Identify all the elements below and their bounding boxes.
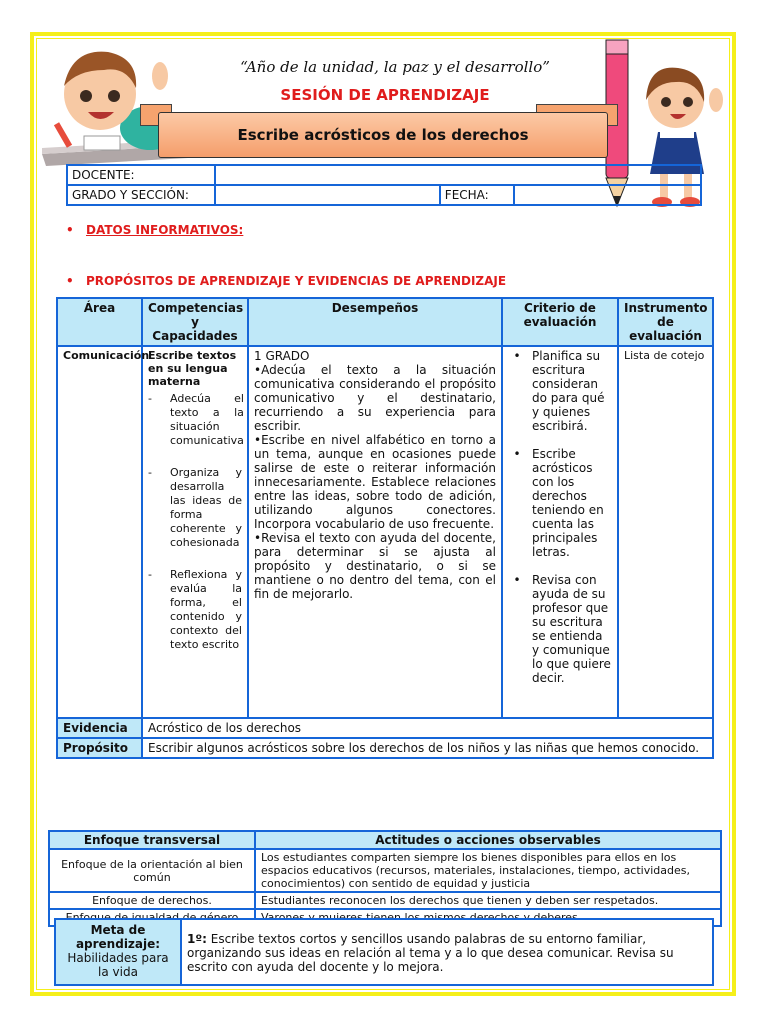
dash: - (148, 466, 152, 479)
criterio-text: Planifica su escritura consideran do para qué y quienes escribirá. (532, 349, 605, 433)
criterio-item (508, 349, 612, 433)
header-criterio: Criterio de evaluación (502, 298, 618, 346)
proposito-label: Propósito (57, 738, 142, 758)
criterio-item (508, 447, 612, 559)
learning-table (56, 297, 714, 759)
dash: - (148, 392, 152, 405)
lesson-title-banner (158, 112, 608, 158)
lesson-title: Escribe acrósticos de los derechos (237, 126, 529, 144)
fecha-label: FECHA: (440, 185, 514, 205)
desempeno-item: •Escribe en nivel alfabético en torno a un tema, aunque en ocasiones puede salirse de este o reiterar información innecesariamente. Establece relaciones entre las ideas, sobre todo de adición, utilizando algunos conectores. Incorpora vocabulario de uso frecuente. (254, 433, 496, 531)
meta-label: Meta de aprendizaje: (75, 923, 161, 951)
desempeno-item: •Adecúa el texto a la situación comunicativa considerando el propósito comunicativo y el destinatario, recurriendo a su experiencia para escribir. (254, 363, 496, 433)
proposito-value: Escribir algunos acrósticos sobre los derechos de los niños y las niñas que hemos conocido. (142, 738, 713, 758)
header-competencias: Competencias y Capacidades (142, 298, 248, 346)
competencia-title: Escribe textos en su lengua materna (148, 349, 237, 388)
criterios-cell (502, 346, 618, 718)
header-area: Área (57, 298, 142, 346)
meta-prefix: 1º: (187, 932, 207, 946)
dash: - (148, 568, 152, 581)
capacidad-item (148, 466, 242, 550)
criterio-text: Escribe acrósticos con los derechos teniendo en cuenta las principales letras. (532, 447, 604, 559)
bullet: • (513, 573, 521, 587)
meta-table (54, 918, 714, 986)
capacidad-text: Organiza y desarrolla las ideas de forma coherente y cohesionada (170, 466, 242, 549)
datos-informativos-heading (66, 223, 243, 237)
enfoque-name: Enfoque de derechos. (49, 892, 255, 909)
motto-text: “Año de la unidad, la paz y el desarrollo” (240, 58, 550, 76)
enfoque-actitud: Estudiantes reconocen los derechos que tienen y deben ser respetados. (255, 892, 721, 909)
bullet: • (513, 447, 521, 461)
evidencia-value: Acróstico de los derechos (142, 718, 713, 738)
capacidad-item (148, 392, 242, 448)
desempeno-item: •Revisa el texto con ayuda del docente, para determinar si se ajusta al propósito y destinatario, o si se mantiene o no dentro del tema, con el fin de mejorarlo. (254, 531, 496, 601)
docente-label: DOCENTE: (67, 165, 215, 185)
grado-field[interactable] (215, 185, 440, 205)
criterio-item (508, 573, 612, 685)
datos-label: DATOS INFORMATIVOS: (86, 223, 244, 237)
enfoque-actitud: Los estudiantes comparten siempre los bienes disponibles para ellos en los espacios educativos (recursos, materiales, instalaciones, tiempo, actividades, conocimientos) con sentido de equidad y justicia (255, 849, 721, 892)
bullet: • (513, 349, 521, 363)
meta-text: Escribe textos cortos y sencillos usando palabras de su entorno familiar, organizando sus ideas en relación al tema y a lo que desea comunicar. Revisa su escrito con ayuda del docente y lo mejora. (187, 932, 674, 974)
session-title: SESIÓN DE APRENDIZAJE (280, 86, 490, 104)
header-desempenos: Desempeños (248, 298, 502, 346)
capacidad-item (148, 568, 242, 652)
fecha-field[interactable] (514, 185, 701, 205)
capacidad-text: Reflexiona y evalúa la forma, el contenido y contexto del texto escrito (170, 568, 242, 651)
desempenos-cell (248, 346, 502, 718)
propositos-heading (66, 274, 506, 288)
competencias-cell (142, 346, 248, 718)
meta-label-cell (55, 919, 181, 985)
meta-sublabel: Habilidades para la vida (67, 951, 169, 979)
meta-text-cell (181, 919, 713, 985)
grado-text: 1 GRADO (254, 349, 310, 363)
bullet: • (66, 274, 74, 288)
docente-field[interactable] (215, 165, 701, 185)
header-instrumento: Instrumento de evaluación (618, 298, 713, 346)
bullet: • (66, 223, 74, 237)
evidencia-label: Evidencia (57, 718, 142, 738)
header-actitudes: Actitudes o acciones observables (255, 831, 721, 849)
area-cell: Comunicación (57, 346, 142, 718)
enfoques-table (48, 830, 722, 927)
propositos-label: PROPÓSITOS DE APRENDIZAJE Y EVIDENCIAS DE APRENDIZAJE (86, 274, 507, 288)
grado-label: GRADO Y SECCIÓN: (67, 185, 215, 205)
enfoque-name: Enfoque de la orientación al bien común (49, 849, 255, 892)
info-table (66, 164, 702, 206)
capacidad-text: Adecúa el texto a la situación comunicativa (170, 392, 244, 447)
header-enfoque: Enfoque transversal (49, 831, 255, 849)
instrumento-cell: Lista de cotejo (618, 346, 713, 718)
criterio-text: Revisa con ayuda de su profesor que su escritura se entienda y comunique lo que quiere decir. (532, 573, 611, 685)
